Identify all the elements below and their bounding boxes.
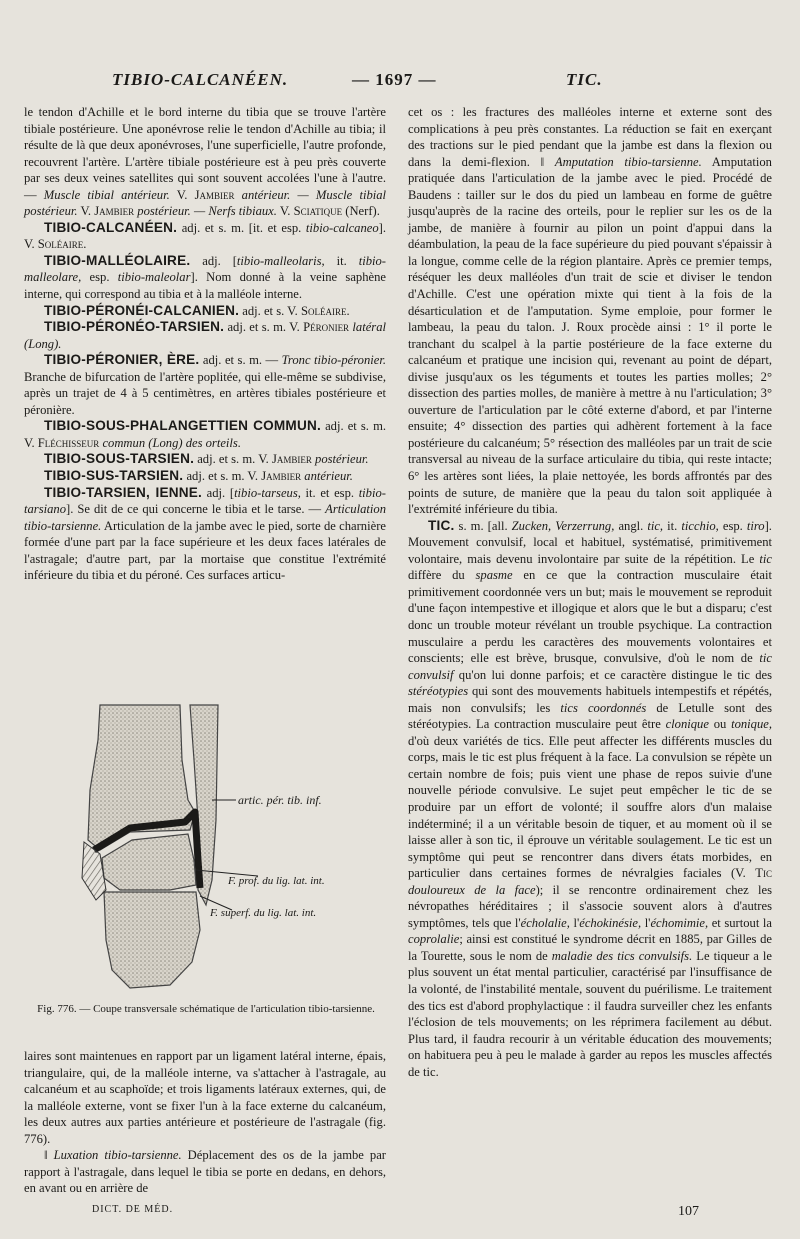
figure-776: [60, 700, 370, 995]
entry-tibio-peronier: TIBIO-PÉRONIER, ÈRE. adj. et s. m. — Tronc tibio-péronier. Branche de bifurcation de l'artère poplitée, qui elle-même se subdivise, après un trajet de 4 à 5 centimètres, en artères tibiales postérieure et péronière.: [24, 352, 386, 417]
entry-headword: TIBIO-TARSIEN, IENNE.: [44, 484, 203, 500]
entry-headword: TIBIO-SUS-TARSIEN.: [44, 468, 184, 484]
footer-signature-number: 107: [678, 1204, 699, 1219]
medial-ligament: [82, 842, 106, 900]
paragraph-amputation: cet os : les fractures des malléoles interne et externe sont des complications à peu près constantes. La réduction se fait en exerçant des tractions sur le pied pendant que la jambe est dans la flexion ou dans la demi-flexion. ‖ Amputation tibio-tarsienne. Amputation pratiquée dans l'articulation de la jambe avec le pied. Procédé de Baudens : tailler sur le dos du pied un lambeau en forme de guêtre jusqu'auprès de la racine des orteils, pour le replier sur les os de la jambe, de manière à fournir au pilon un point d'appui dans la déambulation, la peau de la face supérieure du pied pouvant s'épaissir à la longue, comme celle de la région plantaire. Après ce premier temps, réséquer les deux malléoles d'un trait de scie et diviser le tendon d'Achille. C'est une opération mixte qui tient à la fois de la désarticulation et de l'amputation. Syme emploie, pour former le lambeau, la peau du talon. J. Roux procède ainsi : 1° il porte le tranchant du scalpel à la partie postérieure de la face externe du calcanéum et pratique une incision qui, revenant au point de départ, divise jusqu'aux os les téguments et toutes les parties molles; 2° dissection des parties molles, de manière à mettre à nu l'articulation; 3° ouverture de l'articulation par le côté externe d'abord, et par l'interne ensuite; 4° dissection des parties qui adhèrent fortement à la face postérieure du calcanéum; 5° résection des malléoles par un trait de scie transversal au niveau de la surface articulaire du tibia, qui reste intacte; 6° les artères sont liées, la plaie nettoyée, les bords affrontés par des points de suture, de manière que la peau du talon soit appliquée à l'extrémité inférieure du tibia.: [408, 105, 772, 517]
right-column: [408, 104, 772, 1080]
entry-headword: TIBIO-CALCANÉEN.: [44, 219, 178, 235]
entry-tibio-tarsien: TIBIO-TARSIEN, IENNE. adj. [tibio-tarseus, it. et esp. tibio-tarsiano]. Se dit de ce qui concerne le tibia et le tarse. — Articulation tibio-tarsienne. Articulation de la jambe avec le pied, sorte de charnière formée d'une part par la face supérieure et les deux faces latérales de l'astragale; d'autre part, par la mortaise que constitue l'extrémité inférieure du tibia et du péroné. Ces surfaces articu-: [24, 484, 386, 583]
entry-tibio-malleolaire: TIBIO-MALLÉOLAIRE. adj. [tibio-malleolaris, it. tibio-malleolare, esp. tibio-maleolar]. Nom donné à la veine saphène interne, qui correspond au tibia et à la malléole interne.: [24, 252, 386, 302]
entry-tibio-sous-tarsien: TIBIO-SOUS-TARSIEN. adj. et s. m. V. Jambier postérieur.: [44, 451, 369, 467]
left-column-top: [24, 104, 386, 584]
entry-headword: TIBIO-PÉRONÉO-TARSIEN.: [44, 319, 225, 335]
paragraph-luxation: ‖ Luxation tibio-tarsienne. Déplacement des os de la jambe par rapport à l'astragale, dans lequel le tibia se porte en dedans, en dehors, en avant ou en arrière de: [24, 1148, 386, 1196]
label-artic-per-tib-inf: artic. pér. tib. inf.: [238, 793, 322, 807]
entry-headword: TIBIO-SOUS-TARSIEN.: [44, 451, 195, 467]
entry-tibio-sous-phalangettien: TIBIO-SOUS-PHALANGETTIEN COMMUN. adj. et s. m. V. Fléchisseur commun (Long) des orteils.: [24, 418, 387, 450]
running-head-right: TIC.: [566, 70, 603, 89]
entry-tic: TIC. s. m. [all. Zucken, Verzerrung, angl. tic, it. ticchio, esp. tiro]. Mouvement convulsif, local et habituel, systématisé, primitivement volontaire, mais devenu involontaire par suite de la répétition. Le tic diffère du spasme en ce que la contraction musculaire était primitivement coordonnée vers un but; mais le mouvement se reproduit d'une façon intempestive et illogique et alors que le but a disparu; c'est donc un trouble moteur révélant un trouble psychique. La contraction musculaire a perdu les caractères des mouvements volontaires et conscients; elle est brève, brusque, convulsive, d'où le nom de tic convulsif qu'on lui donne parfois; et ce caractère distingue le tic des stéréotypies qui sont des mouvements habituels intempestifs et répétés, mais non convulsifs; les tics coordonnés de Letulle sont des stéréotypies. La contraction musculaire peut être clonique ou tonique, d'où deux variétés de tics. Elle peut affecter les différents muscles du corps, mais le tic est plus fréquent à la face. La convulsion se répète un certain nombre de fois; puis vient une phase de repos suivie d'une nouvelle période convulsive. Le sujet peut empêcher le tic de se produire par un effort de volonté; il souffre alors d'un malaise indéterminé; il a un véritable besoin de tiquer, et au moment où il se laisse aller à son tic, il éprouve un véritable soulagement. Le tic est un symptôme qui peut se rencontrer dans divers états morbides, en particulier dans certaines formes de névralgies faciales (V. Tic douloureux de la face); il se rencontre ordinairement chez les névropathes héréditaires ; il s'associe souvent alors à d'autres symptômes, tels que l'écholalie, l'échokinésie, l'échomimie, et surtout la coprolalie; ainsi est constitué le syndrome décrit en 1885, par Gilles de la Tourette, sous le nom de maladie des tics convulsifs. Le tiqueur a le plus souvent un état mental particulier, caractérisé par l'insuffisance de la volonté, de l'instabilité mentale, souvent du puérilisme. Le traitement des tics est d'abord prophylactique : il faudra surveiller chez les enfants l'éclosion de tels mouvements; on les réprimera facilement au début. Plus tard, il faudra recourir à un véritable éducation des mouvements; on habituera peu à peu le malade à garder au repos les muscles affectés de tic.: [408, 517, 773, 1079]
label-f-superf-lig-lat-int: F. superf. du lig. lat. int.: [210, 907, 317, 919]
entry-headword: TIBIO-PÉRONIER, ÈRE.: [44, 352, 200, 368]
paragraph-artery: le tendon d'Achille et le bord interne du tibia que se trouve l'artère tibiale postérieure. Une aponévrose relie le tendon d'Achille au tibia; il résulte de là que deux aponévroses, l'une superficielle, l'autre profonde, recouvrent l'artère. L'artère tibiale postérieure est à peu près couverte par ses deux veines satellites qui sont souvent accolées l'une à l'autre. — Muscle tibial antérieur. V. Jambier antérieur. — Muscle tibial postérieur. V. Jambier postérieur. — Nerfs tibiaux. V. Sciatique (Nerf).: [24, 105, 387, 219]
calcaneus-bone: [104, 892, 200, 988]
talus-bone: [102, 834, 196, 890]
label-f-prof-lig-lat-int: F. prof. du lig. lat. int.: [228, 875, 325, 887]
entry-tibio-peronei-calcanien: TIBIO-PÉRONÉI-CALCANIEN. adj. et s. V. Soléaire.: [44, 302, 350, 318]
entry-headword: TIC.: [428, 517, 455, 533]
paragraph-ligaments: laires sont maintenues en rapport par un ligament latéral interne, épais, triangulaire, qui, de la malléole interne, va s'attacher à l'astragale, au calcanéum et au scaphoïde; et trois ligaments latéraux externes, qui, de la malléole externe, vont se fixer l'un à la face externe du calcanéum, les deux autres aux parties antérieure et postérieure de l'astragale (fig. 776).: [24, 1049, 386, 1146]
entry-tibio-sus-tarsien: TIBIO-SUS-TARSIEN. adj. et s. m. V. Jambier antérieur.: [44, 468, 353, 484]
running-head-left: TIBIO-CALCANÉEN.: [112, 70, 289, 89]
figure-caption: Fig. 776. — Coupe transversale schématique de l'articulation tibio-tarsienne.: [37, 1003, 375, 1015]
left-column-bottom: [24, 1048, 386, 1197]
entry-headword: TIBIO-PÉRONÉI-CALCANIEN.: [44, 302, 240, 318]
entry-tibio-peroneo-tarsien: TIBIO-PÉRONÉO-TARSIEN. adj. et s. m. V. Péronier latéral (Long).: [24, 319, 386, 351]
footer-collection: DICT. DE MÉD.: [92, 1204, 174, 1215]
entry-headword: TIBIO-MALLÉOLAIRE.: [44, 252, 191, 268]
page-number-header: — 1697 —: [352, 70, 437, 89]
entry-tibio-calcaneen: TIBIO-CALCANÉEN. adj. et s. m. [it. et esp. tibio-calcaneo]. V. Soléaire.: [24, 219, 386, 252]
entry-headword: TIBIO-SOUS-PHALANGETTIEN COMMUN.: [44, 418, 321, 434]
ankle-section-illustration: [60, 700, 370, 995]
